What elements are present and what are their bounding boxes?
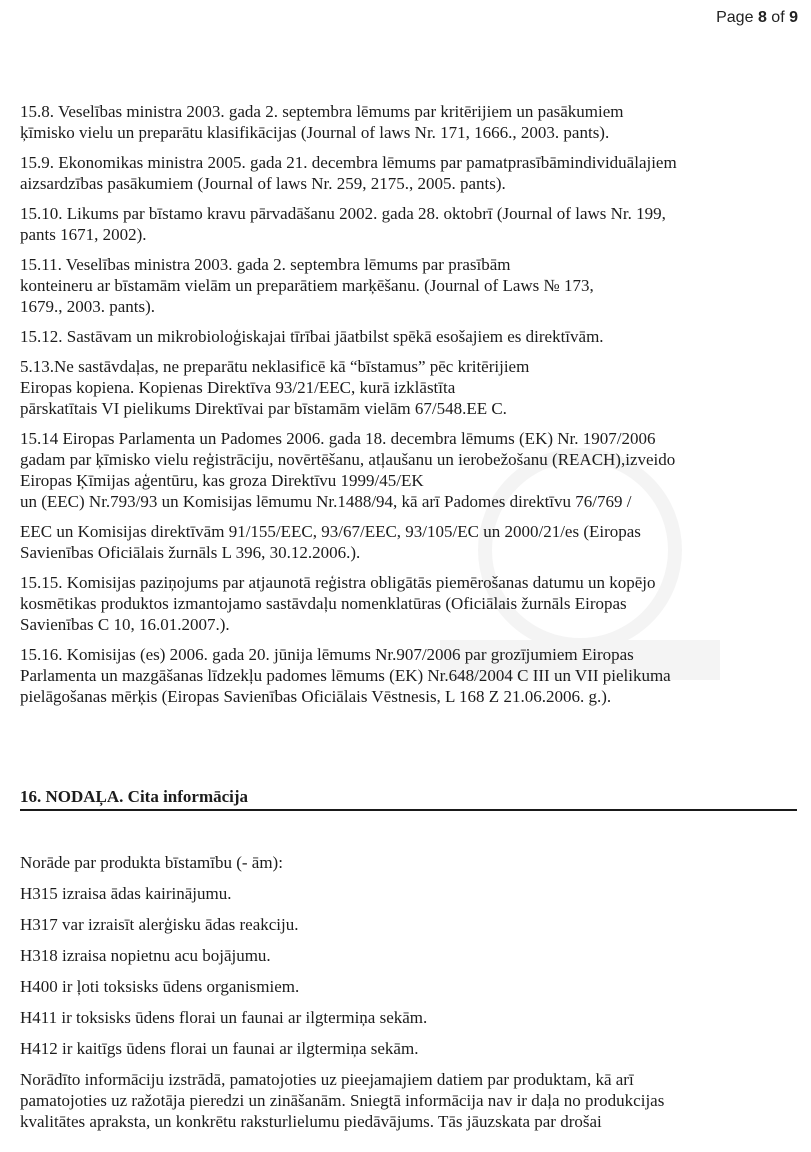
page-word: Page <box>716 9 754 26</box>
hazard-intro: Norāde par produkta bīstamību (- ām): <box>20 853 283 872</box>
item-line: gadam par ķīmisko vielu reģistrāciju, novērtēšanu, atļaušanu un ierobežošanu (REACH),izveido <box>20 450 676 469</box>
item-line: pants 1671, 2002). <box>20 225 147 244</box>
hazard-statement: H400 ir ļoti toksisks ūdens organismiem. <box>20 977 300 996</box>
item-line: 15.10. Likums par bīstamo kravu pārvadāšanu 2002. gada 28. oktobrī (Journal of laws Nr. 199, <box>20 204 666 223</box>
item-line: 5.13.Ne sastāvdaļas, ne preparātu neklasificē kā “bīstamus” pēc kritērijiem <box>20 357 530 376</box>
item-line: Eiropas kopiena. Kopienas Direktīva 93/21/EEC, kurā izklāstīta <box>20 378 456 397</box>
page-number <box>716 9 798 27</box>
list-item <box>20 203 800 245</box>
item-line: 15.12. Sastāvam un mikrobioloģiskajai tīrībai jāatbilst spēkā esošajiem es direktīvām. <box>20 327 604 346</box>
page-total: 9 <box>789 9 798 26</box>
item-line: ķīmisko vielu un preparātu klasifikācijas (Journal of laws Nr. 171, 1666., 2003. pants). <box>20 123 610 142</box>
list-item <box>20 572 800 635</box>
section-heading: 16. NODAĻA. Cita informācija <box>20 786 797 811</box>
item-line: 15.11. Veselības ministra 2003. gada 2. septembra lēmums par prasībām <box>20 255 511 274</box>
item-line: Parlamenta un mazgāšanas līdzekļu padomes lēmums (EK) Nr.648/2004 C III un VII pielikuma <box>20 666 671 685</box>
list-item <box>20 326 800 347</box>
hazard-statement: H317 var izraisīt alerģisku ādas reakciju. <box>20 915 299 934</box>
item-line: 15.14 Eiropas Parlamenta un Padomes 2006. gada 18. decembra lēmums (EK) Nr. 1907/2006 <box>20 429 656 448</box>
list-item <box>20 254 800 317</box>
page-current: 8 <box>757 9 767 26</box>
item-line: pārskatītais VI pielikums Direktīvai par bīstamām vielām 67/548.EE C. <box>20 399 507 418</box>
item-line: pielāgošanas mērķis (Eiropas Savienības Oficiālais Vēstnesis, L 168 Z 21.06.2006. g.). <box>20 687 612 706</box>
hazard-statement: H315 izraisa ādas kairinājumu. <box>20 884 232 903</box>
paragraph-line: kvalitātes apraksta, un konkrētu raksturlielumu piedāvājums. Tās jāuzskata par drošai <box>20 1112 602 1131</box>
hazard-statement: H318 izraisa nopietnu acu bojājumu. <box>20 946 271 965</box>
list-item <box>20 152 800 194</box>
paragraph-line: Norādīto informāciju izstrādā, pamatojoties uz pieejamajiem datiem par produktam, kā arī <box>20 1070 634 1089</box>
item-line: EEC un Komisijas direktīvām 91/155/EEC, 93/67/EEC, 93/105/EC un 2000/21/es (Eiropas <box>20 522 641 541</box>
closing-paragraph <box>20 1069 800 1132</box>
item-line: 15.9. Ekonomikas ministra 2005. gada 21. decembra lēmums par pamatprasībāmindividuālajiem <box>20 153 677 172</box>
hazard-statement: H412 ir kaitīgs ūdens florai un faunai ar ilgtermiņa sekām. <box>20 1039 419 1058</box>
item-line: 15.16. Komisijas (es) 2006. gada 20. jūnija lēmums Nr.907/2006 par grozījumiem Eiropas <box>20 645 634 664</box>
item-line: konteineru ar bīstamām vielām un preparātiem marķēšanu. (Journal of Laws № 173, <box>20 276 594 295</box>
list-item <box>20 428 800 512</box>
regulations-list <box>20 101 800 716</box>
item-line: 15.15. Komisijas paziņojums par atjaunotā reģistra obligātās piemērošanas datumu un kopējo <box>20 573 656 592</box>
item-line: 15.8. Veselības ministra 2003. gada 2. septembra lēmums par kritērijiem un pasākumiem <box>20 102 624 121</box>
item-line: Eiropas Ķīmijas aģentūru, kas groza Direktīvu 1999/45/EK <box>20 471 424 490</box>
page-of: of <box>771 9 785 26</box>
hazard-statement: H411 ir toksisks ūdens florai un faunai ar ilgtermiņa sekām. <box>20 1008 428 1027</box>
list-item <box>20 521 800 563</box>
list-item <box>20 356 800 419</box>
list-item <box>20 644 800 707</box>
item-line: Savienības C 10, 16.01.2007.). <box>20 615 230 634</box>
item-line: un (EEC) Nr.793/93 un Komisijas lēmumu Nr.1488/94, kā arī Padomes direktīvu 76/769 / <box>20 492 632 511</box>
item-line: kosmētikas produktos izmantojamo sastāvdaļu nomenklatūras (Oficiālais žurnāls Eiropas <box>20 594 627 613</box>
item-line: aizsardzības pasākumiem (Journal of laws Nr. 259, 2175., 2005. pants). <box>20 174 506 193</box>
paragraph-line: pamatojoties uz ražotāja pieredzi un zināšanām. Sniegtā informācija nav ir daļa no produkcijas <box>20 1091 665 1110</box>
section-16-body <box>20 852 800 1132</box>
list-item <box>20 101 800 143</box>
item-line: 1679., 2003. pants). <box>20 297 156 316</box>
item-line: Savienības Oficiālais žurnāls L 396, 30.12.2006.). <box>20 543 361 562</box>
